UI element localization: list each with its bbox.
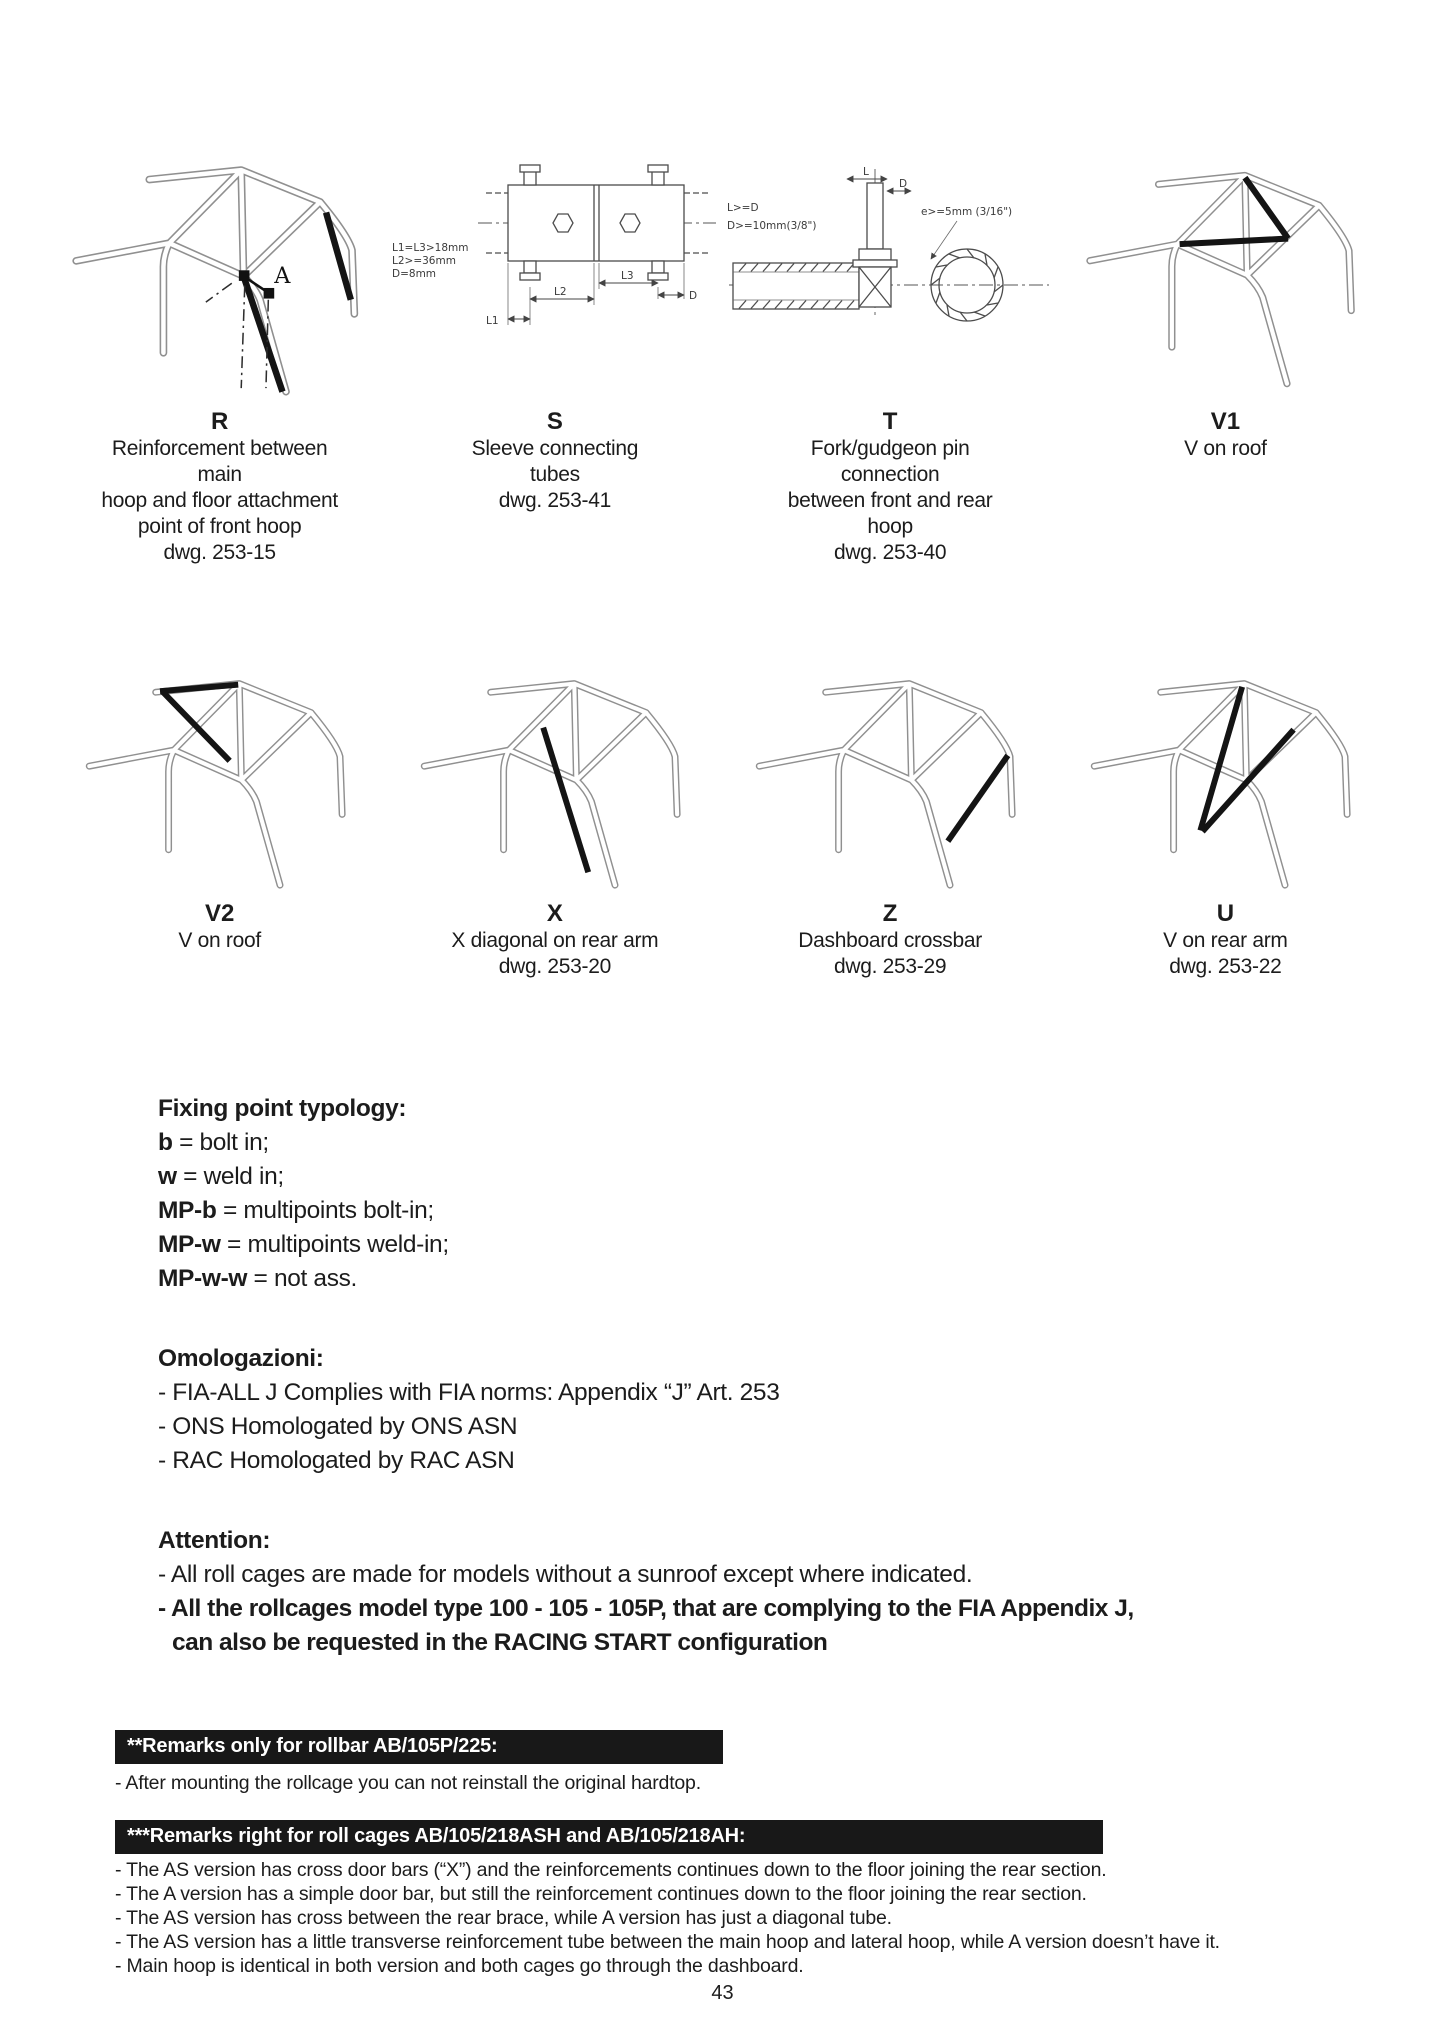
figure-z [763, 628, 1018, 980]
text-line: w = weld in; [158, 1163, 284, 1190]
typology-list [158, 1126, 1445, 1296]
figure-letter: Z [882, 900, 898, 927]
dim-note: D>=10mm(3/8") [727, 220, 817, 232]
figure-s [391, 108, 697, 566]
text-line: between front and rear hoop [787, 489, 993, 538]
figure-caption [1163, 928, 1287, 980]
tech-drawing-t [725, 163, 1055, 353]
text-line: tubes [529, 463, 580, 486]
text-line: - The AS version has cross between the rear brace, while A version has just a diagonal tube. [115, 1907, 892, 1929]
tech-drawing-s [390, 163, 720, 353]
figure-caption [178, 928, 261, 954]
figure-letter: V1 [1210, 408, 1241, 435]
text-line: dwg. 253-29 [833, 955, 947, 978]
text-line: hoop and floor attachment [101, 489, 338, 512]
cage-drawing-x [405, 630, 705, 898]
text-line: - The A version has a simple door bar, but still the reinforcement continues down to the floor joining the rear section. [115, 1883, 1087, 1905]
figure-caption [92, 436, 347, 566]
section-heading: Fixing point typology: [158, 1095, 407, 1122]
figure-caption [798, 928, 982, 980]
text-line: - Main hoop is identical in both version and both cages go through the dashboard. [115, 1955, 804, 1977]
dim-note: D=8mm [391, 268, 436, 280]
drawing-box [405, 628, 705, 900]
text-line: dwg. 253-20 [498, 955, 612, 978]
text-line: V on rear arm [1163, 929, 1288, 952]
dim-note: L>=D [727, 202, 759, 214]
attention-section [158, 1524, 1445, 1660]
text-line: Reinforcement between main [111, 437, 328, 486]
fixing-point-typology-section [158, 1092, 1445, 1296]
figure-caption [472, 436, 639, 514]
figure-v2 [92, 628, 347, 980]
section-heading: Attention: [158, 1527, 271, 1554]
figure-r [92, 108, 347, 566]
drawing-box [1070, 108, 1380, 408]
text-line: dwg. 253-40 [833, 541, 947, 564]
remark-items [115, 1858, 1445, 1978]
cage-drawing-v2 [70, 630, 370, 898]
cage-drawing-u [1075, 630, 1375, 898]
text-line: dwg. 253-15 [163, 541, 276, 564]
page-number: 43 [711, 1982, 734, 2004]
text-line: - RAC Homologated by RAC ASN [158, 1447, 515, 1474]
figure-letter: S [546, 408, 563, 435]
point-label: A [273, 262, 291, 289]
text-line: - The AS version has a little transverse reinforcement tube between the main hoop and lateral hoop, while A version doesn’t have it. [115, 1931, 1220, 1953]
figure-letter: X [546, 900, 563, 927]
remark-block-2 [115, 1820, 1445, 1978]
figure-letter: U [1216, 900, 1235, 927]
attention-list [158, 1558, 1445, 1660]
dim-label: L [863, 166, 869, 178]
text-line: MP-b = multipoints bolt-in; [158, 1197, 434, 1224]
text-line: can also be requested in the RACING START configuration [172, 1629, 828, 1656]
figure-caption [451, 928, 658, 980]
text-line: dwg. 253-41 [498, 489, 612, 512]
text-line: MP-w-w = not ass. [158, 1265, 357, 1292]
text-line: b = bolt in; [158, 1129, 269, 1156]
text-line: point of front hoop [137, 515, 302, 538]
homologations-list [158, 1376, 1445, 1478]
text-line: MP-w = multipoints weld-in; [158, 1231, 449, 1258]
section-heading: Omologazioni: [158, 1345, 324, 1372]
text-line: - ONS Homologated by ONS ASN [158, 1413, 518, 1440]
drawing-box [725, 108, 1055, 408]
figure-letter: T [882, 408, 898, 435]
dim-note: e>=5mm (3/16") [921, 206, 1013, 218]
figure-letter: R [210, 408, 229, 435]
remark-header-bar: **Remarks only for rollbar AB/105P/225: [115, 1730, 723, 1764]
text-line: Dashboard crossbar [798, 929, 982, 952]
remark-items [115, 1768, 1445, 1798]
figure-caption [1184, 436, 1267, 462]
remarks-section [115, 1730, 1445, 1978]
figure-row-2 [52, 582, 1393, 996]
text-line: V on roof [1184, 437, 1267, 460]
text-line: Sleeve connecting [471, 437, 639, 460]
dim-note: L1=L3>18mm [391, 242, 469, 254]
cage-drawing-v1 [1070, 120, 1380, 397]
figure-caption [763, 436, 1018, 566]
drawing-box [390, 108, 720, 408]
drawing-box [740, 628, 1040, 900]
text-line: V on roof [178, 929, 261, 952]
remark-header-bar: ***Remarks right for roll cages AB/105/218ASH and AB/105/218AH: [115, 1820, 1103, 1854]
cage-drawing-r [55, 111, 385, 406]
text-line: dwg. 253-22 [1169, 955, 1282, 978]
text-line: Fork/gudgeon pin connection [810, 437, 970, 486]
text-line: - All roll cages are made for models without a sunroof except where indicated. [158, 1561, 973, 1588]
dim-label: L3 [620, 270, 634, 282]
text-line: X diagonal on rear arm [451, 929, 659, 952]
drawing-box [55, 108, 385, 408]
cage-drawing-z [740, 630, 1040, 898]
drawing-box [70, 628, 370, 900]
drawing-box [1075, 628, 1375, 900]
homologations-section [158, 1342, 1445, 1478]
dim-label: D [899, 178, 908, 190]
text-line: - All the rollcages model type 100 - 105 - 105P, that are complying to the FIA Appendix J, [158, 1595, 1134, 1622]
dim-label: L2 [553, 286, 567, 298]
figure-v1 [1098, 108, 1353, 566]
remark-block-1 [115, 1730, 1445, 1798]
figure-x [427, 628, 682, 980]
figure-letter: V2 [204, 900, 235, 927]
dim-label: D [688, 290, 697, 302]
figure-u [1098, 628, 1353, 980]
dim-label: L1 [485, 315, 499, 327]
figure-t [727, 108, 1018, 566]
text-line: - After mounting the rollcage you can not reinstall the original hardtop. [115, 1772, 701, 1794]
text-line: - FIA-ALL J Complies with FIA norms: Appendix “J” Art. 253 [158, 1379, 780, 1406]
figure-row-1 [52, 0, 1393, 582]
text-line: - The AS version has cross door bars (“X”) and the reinforcements continues down to the floor joining the rear section. [115, 1859, 1107, 1881]
dim-note: L2>=36mm [391, 255, 456, 267]
